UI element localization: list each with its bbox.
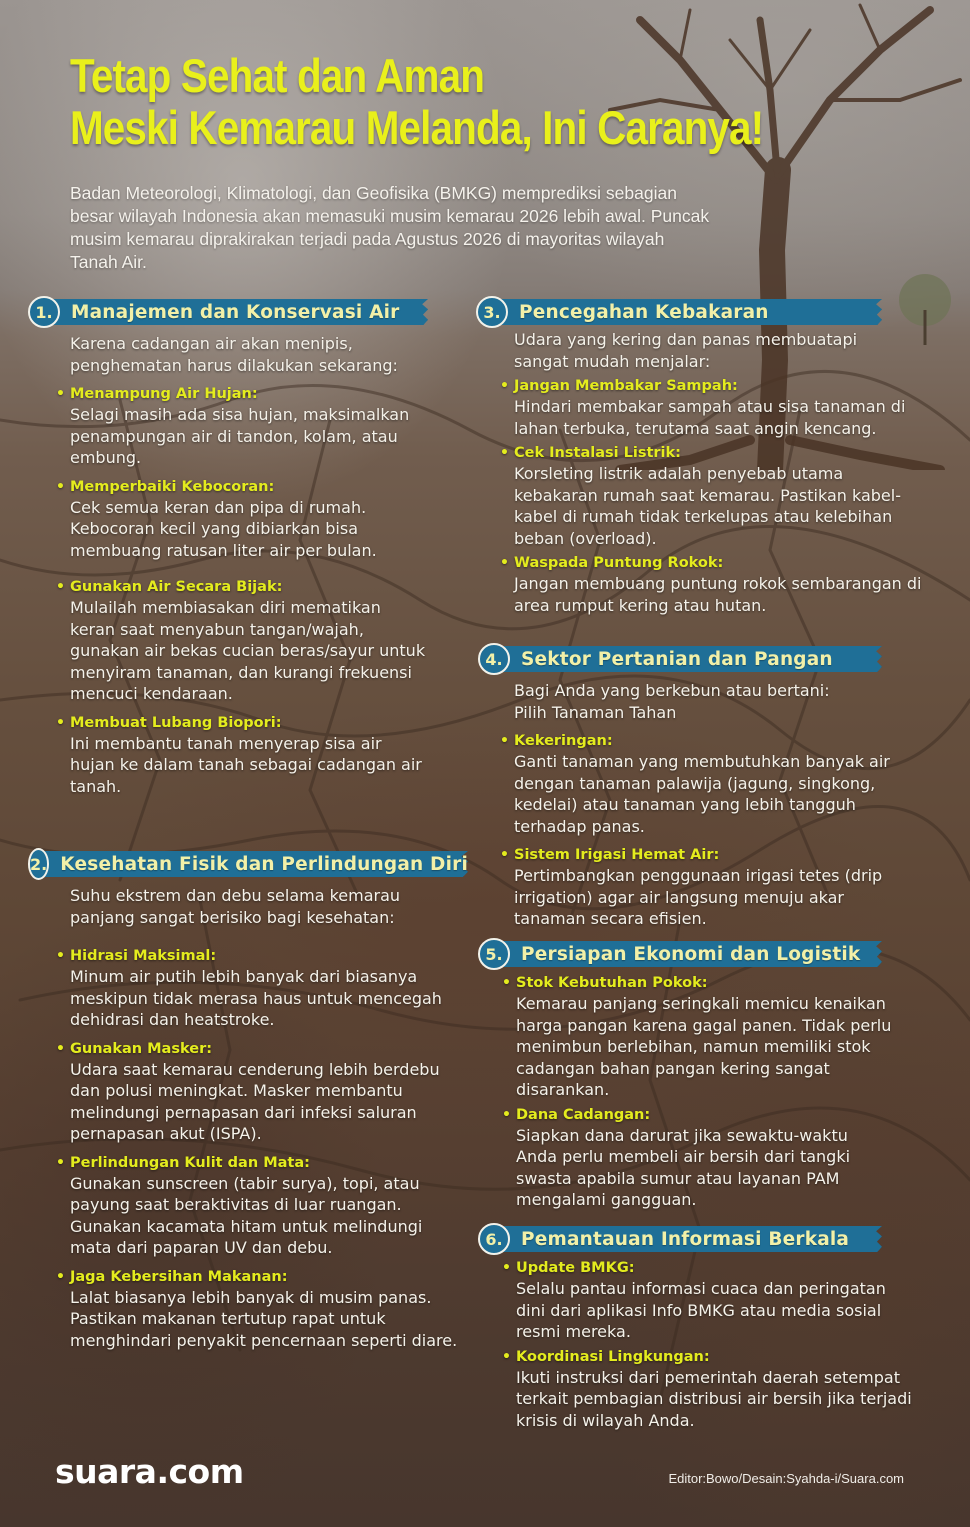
bullet-icon: • [500,847,509,863]
section-banner [476,644,882,674]
intro-paragraph: Badan Meteorologi, Klimatologi, dan Geofisika (BMKG) memprediksi sebagian besar wilayah Indonesia akan memasuki musim kemarau 2026 lebih awal. Puncak musim kemarau diprakirakan terjadi pada Agustus 2026 di mayoritas wilayah Tanah Air. [70,183,710,272]
bullet-icon: • [500,555,509,571]
section-lead: Udara yang kering dan panas membuatapi sangat mudah menjalar: [514,330,858,371]
section-title: Pemantauan Informasi Berkala [521,1228,850,1250]
section-fire-prevention [474,297,922,616]
bullet-icon: • [500,733,509,749]
list-item [474,376,906,439]
item-heading: Update BMKG: [516,1260,635,1276]
item-heading: Sistem Irigasi Hemat Air: [514,847,720,863]
page-title [70,50,763,154]
item-heading: Kekeringan: [514,733,613,749]
item-body: Ini membantu tanah menyerap sisa air hujan ke dalam tanah sebagai cadangan air tanah. [70,733,422,796]
list-item [26,477,428,562]
section-banner [474,297,882,327]
section-economy-logistics [476,939,892,1211]
item-body: Gunakan sunscreen (tabir surya), topi, atau payung saat beraktivitas di luar ruangan. Gunakan kacamata hitam untuk melindungi mata dari paparan UV dan debu. [70,1173,423,1257]
item-heading: Menampung Air Hujan: [70,386,258,402]
section-lead: Bagi Anda yang berkebun atau bertani: Pilih Tanaman Tahan [514,681,830,722]
section-lead: Karena cadangan air akan menipis, penghematan harus dilakukan sekarang: [70,334,398,375]
bullet-icon: • [56,714,65,731]
section-number-badge: 5. [478,938,510,970]
bullet-icon: • [56,948,65,964]
list-item [474,553,922,616]
list-item [26,1039,468,1145]
list-item [476,1258,886,1343]
section-title: Persiapan Ekonomi dan Logistik [521,943,861,965]
list-item [476,973,892,1101]
section-water-management [26,297,428,797]
section-title: Pencegahan Kebakaran [519,301,769,323]
section-information-monitoring [476,1224,912,1431]
item-body: Korsleting listrik adalah penyebab utama kebakaran rumah saat kemarau. Pastikan kabel-kabel di rumah tidak terkelupas atau kelebihan beban (overload). [514,464,901,548]
bullet-icon: • [56,579,65,595]
bullet-icon: • [502,1348,511,1365]
bullet-icon: • [500,445,509,461]
list-item [26,713,428,798]
item-body: Siapkan dana darurat jika sewaktu-waktu Anda perlu membeli air bersih dari tangki swasta apabila sumur atau layanan PAM mengalami gangguan. [516,1125,851,1209]
item-heading: Perlindungan Kulit dan Mata: [70,1154,310,1171]
section-title: Sektor Pertanian dan Pangan [521,648,833,670]
list-item [476,1105,882,1211]
section-banner [26,297,428,327]
title-line-1: Tetap Sehat dan Aman [70,49,485,102]
list-item [476,845,882,930]
list-item [26,946,468,1031]
item-body: Selagi masih ada sisa hujan, maksimalkan penampungan air di tandon, kolam, atau embung. [70,405,410,467]
section-agriculture [476,644,890,930]
section-banner [26,849,468,879]
item-body: Jangan membuang puntung rokok sembarangan di area rumput kering atau hutan. [514,574,922,615]
item-body: Minum air putih lebih banyak dari biasanya meskipun tidak merasa haus untuk mencegah dehidrasi dan heatstroke. [70,967,442,1029]
bullet-icon: • [502,1260,511,1276]
item-heading: Memperbaiki Kebocoran: [70,478,275,495]
item-heading: Gunakan Air Secara Bijak: [70,579,283,595]
bullet-icon: • [500,378,509,394]
bullet-icon: • [56,478,65,495]
bullet-icon: • [56,1268,65,1285]
list-item [474,443,901,549]
item-body: Cek semua keran dan pipa di rumah. Kebocoran kecil yang dibiarkan bisa membuang ratusan liter air per bulan. [70,497,377,560]
section-banner [476,939,882,969]
item-heading: Membuat Lubang Biopori: [70,714,282,731]
item-body: Selalu pantau informasi cuaca dan peringatan dini dari aplikasi Info BMKG atau media sosial resmi mereka. [516,1279,886,1341]
item-body: Hindari membakar sampah atau sisa tanaman di lahan terbuka, terutama saat angin kencang. [514,397,906,438]
section-number-badge: 4. [478,643,510,675]
item-heading: Waspada Puntung Rokok: [514,555,724,571]
item-heading: Cek Instalasi Listrik: [514,445,681,461]
item-body: Kemarau panjang seringkali memicu kenaikan harga pangan karena gagal panen. Tidak perlu menimbun berlebihan, namun memiliki stok cadangan bahan pangan kering sangat disarankan. [516,994,892,1099]
bullet-icon: • [502,1106,511,1123]
item-heading: Gunakan Masker: [70,1040,213,1057]
list-item [476,731,890,837]
title-line-2: Meski Kemarau Melanda, Ini Caranya! [70,101,764,154]
item-heading: Hidrasi Maksimal: [70,948,217,964]
item-body: Pertimbangkan penggunaan irigasi tetes (drip irrigation) agar air langsung menuju akar tanaman secara efisien. [514,866,883,928]
credit-line: Editor:Bowo/Desain:Syahda-i/Suara.com [668,1471,904,1486]
item-heading: Koordinasi Lingkungan: [516,1348,710,1365]
item-body: Ganti tanaman yang membutuhkan banyak air dengan tanaman palawija (jagung, singkong, kedelai) atau tanaman yang lebih tangguh terhadap panas. [514,752,890,836]
section-number-badge: 6. [478,1223,510,1255]
list-item [476,1347,912,1432]
section-banner [476,1224,882,1254]
section-number-badge: 1. [28,296,60,328]
suara-logo: suara.com [55,1452,244,1491]
section-number-badge: 2. [28,848,49,880]
list-item [26,1267,468,1352]
item-body: Mulailah membiasakan diri mematikan keran saat menyabun tangan/wajah, gunakan air bekas cucian beras/sayur untuk menyiram tanaman, dan kurangi frekuensi mencuci kendaraan. [70,598,426,703]
bullet-icon: • [56,1154,65,1171]
item-body: Ikuti instruksi dari pemerintah daerah setempat terkait pembagian distribusi air bersih jika terjadi krisis di wilayah Anda. [516,1367,912,1430]
item-heading: Dana Cadangan: [516,1106,651,1123]
item-heading: Stok Kebutuhan Pokok: [516,975,708,991]
section-lead: Suhu ekstrem dan debu selama kemarau panjang sangat berisiko bagi kesehatan: [70,886,401,927]
bullet-icon: • [56,386,65,402]
list-item [26,1153,468,1259]
list-item [26,577,428,705]
item-body: Udara saat kemarau cenderung lebih berdebu dan polusi meningkat. Masker membantu melindungi pernapasan dari infeksi saluran pernapasan akut (ISPA). [70,1059,440,1143]
bullet-icon: • [56,1040,65,1057]
item-body: Lalat biasanya lebih banyak di musim panas. Pastikan makanan tertutup rapat untuk menghindari penyakit pencernaan seperti diare. [70,1287,458,1350]
item-heading: Jaga Kebersihan Makanan: [70,1268,288,1285]
list-item [26,384,428,469]
section-title: Kesehatan Fisik dan Perlindungan Diri [60,853,468,875]
section-number-badge: 3. [476,296,508,328]
item-heading: Jangan Membakar Sampah: [514,378,738,394]
section-title: Manajemen dan Konservasi Air [71,301,400,323]
bullet-icon: • [502,975,511,991]
section-physical-health [26,849,468,1351]
